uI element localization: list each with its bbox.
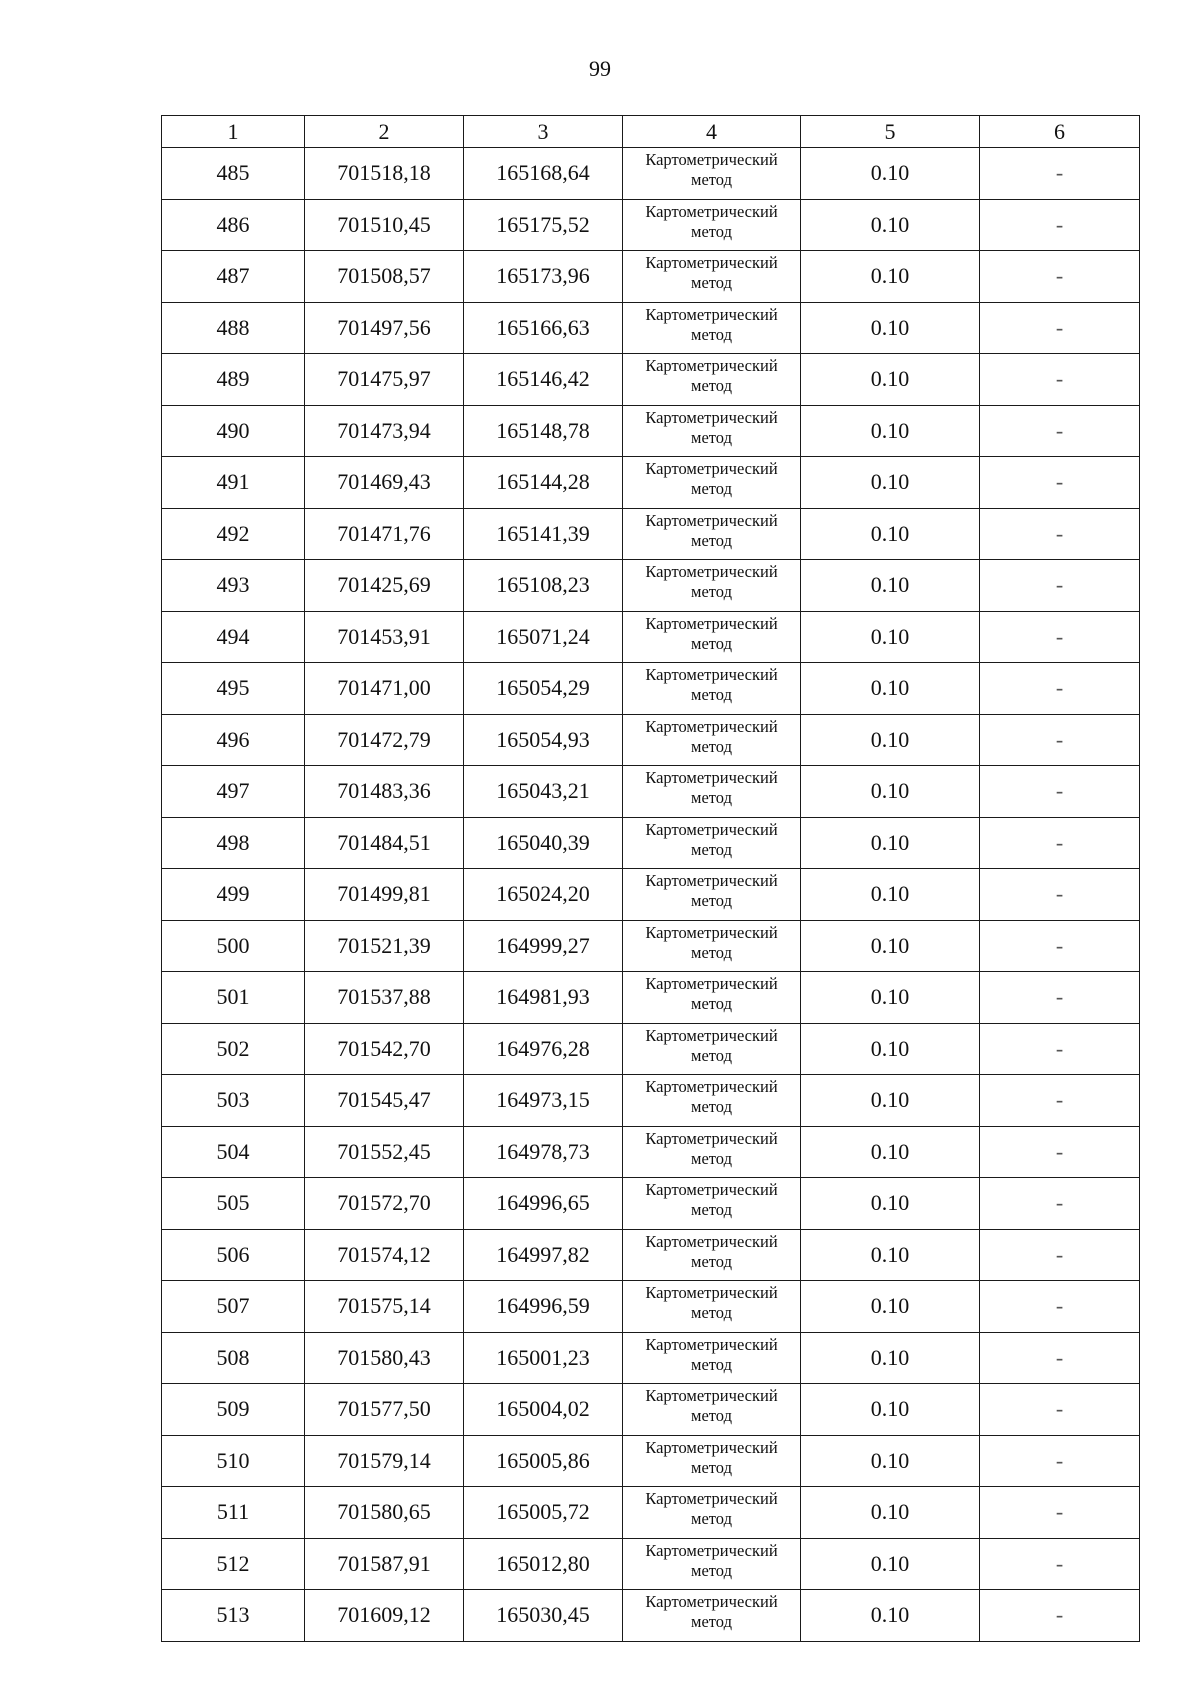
header-col-1: 1 — [162, 116, 305, 148]
method-line-2: метод — [691, 1354, 732, 1374]
table-row — [162, 199, 1140, 251]
x-coordinate-cell: 701499,81 — [305, 869, 464, 921]
method-line-1: Картометрический — [645, 304, 778, 324]
note-cell: - — [980, 972, 1140, 1024]
method-cell — [623, 817, 801, 869]
table-row — [162, 1538, 1140, 1590]
method-line-2: метод — [691, 170, 732, 189]
method-line-2: метод — [691, 788, 732, 807]
point-number-cell: 487 — [162, 251, 305, 303]
note-cell: - — [980, 457, 1140, 509]
x-coordinate-cell: 701472,79 — [305, 714, 464, 766]
x-coordinate-cell: 701545,47 — [305, 1075, 464, 1127]
note-cell: - — [980, 1538, 1140, 1590]
point-number-cell: 488 — [162, 302, 305, 354]
method-cell — [623, 663, 801, 715]
note-cell: - — [980, 1384, 1140, 1436]
accuracy-cell: 0.10 — [801, 508, 980, 560]
note-cell: - — [980, 251, 1140, 303]
x-coordinate-cell: 701473,94 — [305, 405, 464, 457]
method-cell — [623, 1538, 801, 1590]
method-line-2: метод — [691, 891, 732, 910]
table-row — [162, 508, 1140, 560]
method-cell — [623, 1075, 801, 1127]
accuracy-cell: 0.10 — [801, 1332, 980, 1384]
method-cell — [623, 766, 801, 818]
method-cell — [623, 1229, 801, 1281]
x-coordinate-cell: 701484,51 — [305, 817, 464, 869]
accuracy-cell: 0.10 — [801, 1538, 980, 1590]
x-coordinate-cell: 701609,12 — [305, 1590, 464, 1642]
table-row — [162, 354, 1140, 406]
point-number-cell: 491 — [162, 457, 305, 509]
x-coordinate-cell: 701580,43 — [305, 1332, 464, 1384]
accuracy-cell: 0.10 — [801, 1126, 980, 1178]
y-coordinate-cell: 165054,93 — [464, 714, 623, 766]
table-row — [162, 817, 1140, 869]
x-coordinate-cell: 701572,70 — [305, 1178, 464, 1230]
method-cell — [623, 714, 801, 766]
method-line-2: метод — [691, 685, 732, 704]
method-line-1: Картометрический — [645, 974, 778, 993]
method-cell — [623, 251, 801, 303]
method-line-2: метод — [691, 273, 732, 292]
note-cell: - — [980, 920, 1140, 972]
note-cell: - — [980, 869, 1140, 921]
note-cell: - — [980, 1487, 1140, 1539]
note-cell: - — [980, 1590, 1140, 1642]
method-cell — [623, 1590, 801, 1642]
method-line-1: Картометрический — [645, 1592, 778, 1611]
table-row — [162, 1281, 1140, 1333]
y-coordinate-cell: 165030,45 — [464, 1590, 623, 1642]
accuracy-cell: 0.10 — [801, 560, 980, 612]
method-line-1: Картометрический — [645, 1540, 778, 1560]
point-number-cell: 500 — [162, 920, 305, 972]
x-coordinate-cell: 701537,88 — [305, 972, 464, 1024]
method-line-2: метод — [691, 376, 732, 395]
point-number-cell: 505 — [162, 1178, 305, 1230]
x-coordinate-cell: 701475,97 — [305, 354, 464, 406]
x-coordinate-cell: 701577,50 — [305, 1384, 464, 1436]
y-coordinate-cell: 165146,42 — [464, 354, 623, 406]
accuracy-cell: 0.10 — [801, 457, 980, 509]
header-col-2: 2 — [305, 116, 464, 148]
method-cell — [623, 302, 801, 354]
accuracy-cell: 0.10 — [801, 1487, 980, 1539]
x-coordinate-cell: 701574,12 — [305, 1229, 464, 1281]
table-row — [162, 251, 1140, 303]
y-coordinate-cell: 165148,78 — [464, 405, 623, 457]
method-line-2: метод — [691, 324, 732, 344]
method-line-1: Картометрический — [645, 716, 778, 736]
accuracy-cell: 0.10 — [801, 1590, 980, 1642]
point-number-cell: 494 — [162, 611, 305, 663]
y-coordinate-cell: 164997,82 — [464, 1229, 623, 1281]
method-line-1: Картометрический — [645, 356, 778, 375]
table-row — [162, 405, 1140, 457]
method-line-2: метод — [691, 1148, 732, 1168]
point-number-cell: 490 — [162, 405, 305, 457]
y-coordinate-cell: 165166,63 — [464, 302, 623, 354]
point-number-cell: 508 — [162, 1332, 305, 1384]
note-cell: - — [980, 714, 1140, 766]
method-line-2: метод — [691, 1251, 732, 1271]
x-coordinate-cell: 701552,45 — [305, 1126, 464, 1178]
table-row — [162, 1435, 1140, 1487]
accuracy-cell: 0.10 — [801, 766, 980, 818]
y-coordinate-cell: 165005,86 — [464, 1435, 623, 1487]
table-row — [162, 869, 1140, 921]
table-row — [162, 972, 1140, 1024]
method-line-2: метод — [691, 1303, 732, 1322]
method-line-1: Картометрический — [645, 665, 778, 684]
accuracy-cell: 0.10 — [801, 1178, 980, 1230]
point-number-cell: 486 — [162, 199, 305, 251]
table-row — [162, 1332, 1140, 1384]
header-col-4: 4 — [623, 116, 801, 148]
accuracy-cell: 0.10 — [801, 611, 980, 663]
note-cell: - — [980, 354, 1140, 406]
method-cell — [623, 1332, 801, 1384]
method-line-1: Картометрический — [645, 1437, 778, 1457]
y-coordinate-cell: 165141,39 — [464, 508, 623, 560]
x-coordinate-cell: 701542,70 — [305, 1023, 464, 1075]
note-cell: - — [980, 1332, 1140, 1384]
method-cell — [623, 560, 801, 612]
method-line-2: метод — [691, 839, 732, 859]
accuracy-cell: 0.10 — [801, 251, 980, 303]
note-cell: - — [980, 1023, 1140, 1075]
method-line-1: Картометрический — [645, 1077, 778, 1096]
method-cell — [623, 972, 801, 1024]
table-row — [162, 766, 1140, 818]
accuracy-cell: 0.10 — [801, 199, 980, 251]
y-coordinate-cell: 165144,28 — [464, 457, 623, 509]
method-cell — [623, 1435, 801, 1487]
note-cell: - — [980, 1229, 1140, 1281]
method-line-1: Картометрический — [645, 1283, 778, 1302]
note-cell: - — [980, 1126, 1140, 1178]
table-row — [162, 1126, 1140, 1178]
accuracy-cell: 0.10 — [801, 1075, 980, 1127]
x-coordinate-cell: 701575,14 — [305, 1281, 464, 1333]
note-cell: - — [980, 611, 1140, 663]
point-number-cell: 512 — [162, 1538, 305, 1590]
method-line-1: Картометрический — [645, 871, 778, 890]
note-cell: - — [980, 766, 1140, 818]
point-number-cell: 498 — [162, 817, 305, 869]
y-coordinate-cell: 165168,64 — [464, 148, 623, 200]
method-line-1: Картометрический — [645, 922, 778, 942]
table-row — [162, 560, 1140, 612]
table-body — [162, 148, 1140, 1642]
point-number-cell: 495 — [162, 663, 305, 715]
y-coordinate-cell: 165004,02 — [464, 1384, 623, 1436]
method-cell — [623, 1023, 801, 1075]
y-coordinate-cell: 165024,20 — [464, 869, 623, 921]
note-cell: - — [980, 405, 1140, 457]
method-cell — [623, 1178, 801, 1230]
method-cell — [623, 869, 801, 921]
method-cell — [623, 1126, 801, 1178]
y-coordinate-cell: 165071,24 — [464, 611, 623, 663]
method-line-2: метод — [691, 427, 732, 447]
table-row — [162, 1487, 1140, 1539]
method-line-2: метод — [691, 1045, 732, 1065]
method-line-2: метод — [691, 1200, 732, 1219]
note-cell: - — [980, 817, 1140, 869]
y-coordinate-cell: 165040,39 — [464, 817, 623, 869]
method-line-1: Картометрический — [645, 253, 778, 272]
note-cell: - — [980, 1075, 1140, 1127]
method-line-1: Картометрический — [645, 1180, 778, 1199]
accuracy-cell: 0.10 — [801, 817, 980, 869]
method-line-1: Картометрический — [645, 768, 778, 787]
method-line-2: метод — [691, 1509, 732, 1528]
y-coordinate-cell: 165001,23 — [464, 1332, 623, 1384]
y-coordinate-cell: 165175,52 — [464, 199, 623, 251]
method-line-2: метод — [691, 582, 732, 601]
coordinates-table — [161, 115, 1140, 1642]
x-coordinate-cell: 701579,14 — [305, 1435, 464, 1487]
method-line-1: Картометрический — [645, 1128, 778, 1148]
point-number-cell: 507 — [162, 1281, 305, 1333]
x-coordinate-cell: 701483,36 — [305, 766, 464, 818]
y-coordinate-cell: 165043,21 — [464, 766, 623, 818]
y-coordinate-cell: 165108,23 — [464, 560, 623, 612]
point-number-cell: 510 — [162, 1435, 305, 1487]
accuracy-cell: 0.10 — [801, 869, 980, 921]
x-coordinate-cell: 701425,69 — [305, 560, 464, 612]
point-number-cell: 513 — [162, 1590, 305, 1642]
accuracy-cell: 0.10 — [801, 354, 980, 406]
method-line-1: Картометрический — [645, 510, 778, 530]
table-row — [162, 1384, 1140, 1436]
x-coordinate-cell: 701510,45 — [305, 199, 464, 251]
method-line-1: Картометрический — [645, 1489, 778, 1508]
accuracy-cell: 0.10 — [801, 972, 980, 1024]
method-cell — [623, 920, 801, 972]
method-line-1: Картометрический — [645, 407, 778, 427]
y-coordinate-cell: 165054,29 — [464, 663, 623, 715]
method-cell — [623, 405, 801, 457]
accuracy-cell: 0.10 — [801, 1023, 980, 1075]
method-line-2: метод — [691, 221, 732, 241]
y-coordinate-cell: 165012,80 — [464, 1538, 623, 1590]
note-cell: - — [980, 199, 1140, 251]
x-coordinate-cell: 701471,00 — [305, 663, 464, 715]
y-coordinate-cell: 164996,65 — [464, 1178, 623, 1230]
table-row — [162, 1590, 1140, 1642]
page-number: 99 — [589, 56, 611, 81]
x-coordinate-cell: 701587,91 — [305, 1538, 464, 1590]
x-coordinate-cell: 701453,91 — [305, 611, 464, 663]
table-header-row — [162, 116, 1140, 148]
method-line-2: метод — [691, 942, 732, 962]
accuracy-cell: 0.10 — [801, 1384, 980, 1436]
y-coordinate-cell: 164996,59 — [464, 1281, 623, 1333]
y-coordinate-cell: 164976,28 — [464, 1023, 623, 1075]
point-number-cell: 502 — [162, 1023, 305, 1075]
header-col-5: 5 — [801, 116, 980, 148]
method-line-1: Картометрический — [645, 459, 778, 478]
method-line-2: метод — [691, 1612, 732, 1631]
point-number-cell: 497 — [162, 766, 305, 818]
point-number-cell: 489 — [162, 354, 305, 406]
note-cell: - — [980, 1281, 1140, 1333]
x-coordinate-cell: 701521,39 — [305, 920, 464, 972]
method-line-2: метод — [691, 1097, 732, 1116]
method-cell — [623, 457, 801, 509]
note-cell: - — [980, 1435, 1140, 1487]
note-cell: - — [980, 508, 1140, 560]
accuracy-cell: 0.10 — [801, 148, 980, 200]
method-line-2: метод — [691, 994, 732, 1013]
table-row — [162, 920, 1140, 972]
accuracy-cell: 0.10 — [801, 302, 980, 354]
method-line-2: метод — [691, 736, 732, 756]
point-number-cell: 504 — [162, 1126, 305, 1178]
method-cell — [623, 148, 801, 200]
x-coordinate-cell: 701497,56 — [305, 302, 464, 354]
x-coordinate-cell: 701580,65 — [305, 1487, 464, 1539]
point-number-cell: 492 — [162, 508, 305, 560]
method-line-1: Картометрический — [645, 201, 778, 221]
note-cell: - — [980, 302, 1140, 354]
method-line-1: Картометрический — [645, 1386, 778, 1405]
y-coordinate-cell: 164981,93 — [464, 972, 623, 1024]
table-row — [162, 1075, 1140, 1127]
accuracy-cell: 0.10 — [801, 663, 980, 715]
y-coordinate-cell: 165005,72 — [464, 1487, 623, 1539]
point-number-cell: 499 — [162, 869, 305, 921]
point-number-cell: 501 — [162, 972, 305, 1024]
method-line-2: метод — [691, 479, 732, 498]
table-row — [162, 302, 1140, 354]
method-cell — [623, 1487, 801, 1539]
method-line-2: метод — [691, 530, 732, 550]
y-coordinate-cell: 164999,27 — [464, 920, 623, 972]
method-line-1: Картометрический — [645, 613, 778, 633]
method-line-1: Картометрический — [645, 1025, 778, 1045]
method-cell — [623, 508, 801, 560]
method-line-1: Картометрический — [645, 819, 778, 839]
x-coordinate-cell: 701508,57 — [305, 251, 464, 303]
method-cell — [623, 611, 801, 663]
table-row — [162, 1023, 1140, 1075]
method-line-1: Картометрический — [645, 150, 778, 169]
point-number-cell: 493 — [162, 560, 305, 612]
header-col-6: 6 — [980, 116, 1140, 148]
method-line-1: Картометрический — [645, 1334, 778, 1354]
note-cell: - — [980, 148, 1140, 200]
method-cell — [623, 199, 801, 251]
point-number-cell: 506 — [162, 1229, 305, 1281]
table-row — [162, 714, 1140, 766]
note-cell: - — [980, 1178, 1140, 1230]
method-line-1: Картометрический — [645, 562, 778, 581]
method-cell — [623, 1384, 801, 1436]
accuracy-cell: 0.10 — [801, 714, 980, 766]
method-cell — [623, 354, 801, 406]
table-row — [162, 148, 1140, 200]
table-row — [162, 457, 1140, 509]
accuracy-cell: 0.10 — [801, 1229, 980, 1281]
method-line-2: метод — [691, 1406, 732, 1425]
x-coordinate-cell: 701471,76 — [305, 508, 464, 560]
point-number-cell: 503 — [162, 1075, 305, 1127]
method-cell — [623, 1281, 801, 1333]
header-col-3: 3 — [464, 116, 623, 148]
x-coordinate-cell: 701469,43 — [305, 457, 464, 509]
table-row — [162, 1178, 1140, 1230]
y-coordinate-cell: 164978,73 — [464, 1126, 623, 1178]
note-cell: - — [980, 560, 1140, 612]
accuracy-cell: 0.10 — [801, 920, 980, 972]
x-coordinate-cell: 701518,18 — [305, 148, 464, 200]
table-row — [162, 663, 1140, 715]
method-line-2: метод — [691, 633, 732, 653]
accuracy-cell: 0.10 — [801, 1281, 980, 1333]
accuracy-cell: 0.10 — [801, 405, 980, 457]
method-line-1: Картометрический — [645, 1231, 778, 1251]
table-row — [162, 1229, 1140, 1281]
point-number-cell: 511 — [162, 1487, 305, 1539]
point-number-cell: 496 — [162, 714, 305, 766]
method-line-2: метод — [691, 1560, 732, 1580]
point-number-cell: 485 — [162, 148, 305, 200]
method-line-2: метод — [691, 1457, 732, 1477]
table-row — [162, 611, 1140, 663]
point-number-cell: 509 — [162, 1384, 305, 1436]
note-cell: - — [980, 663, 1140, 715]
y-coordinate-cell: 164973,15 — [464, 1075, 623, 1127]
y-coordinate-cell: 165173,96 — [464, 251, 623, 303]
accuracy-cell: 0.10 — [801, 1435, 980, 1487]
